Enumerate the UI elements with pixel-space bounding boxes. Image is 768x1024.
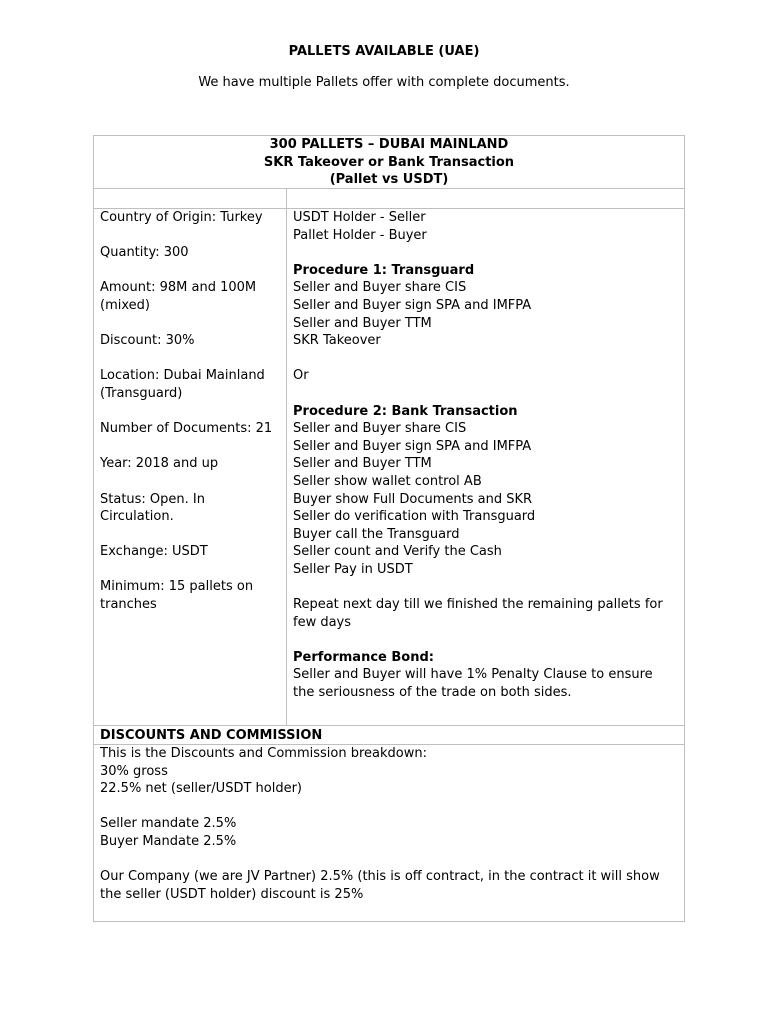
procedure-2-title: Procedure 2: Bank Transaction bbox=[293, 403, 518, 419]
detail-line: tranches bbox=[100, 597, 157, 613]
commission-line: Our Company (we are JV Partner) 2.5% (this is off contract, in the contract it will show bbox=[100, 869, 660, 885]
blank-line bbox=[293, 385, 678, 403]
performance-bond-text: the seriousness of the trade on both sides. bbox=[293, 685, 572, 701]
procedure-step: Seller and Buyer TTM bbox=[293, 456, 432, 472]
procedure-1-title: Procedure 1: Transguard bbox=[293, 262, 475, 278]
procedure-step: Buyer call the Transguard bbox=[293, 526, 460, 542]
blank-line bbox=[100, 798, 678, 816]
procedure-step: Seller and Buyer share CIS bbox=[293, 421, 467, 437]
blank-line bbox=[100, 526, 280, 544]
commission-line: the seller (USDT holder) discount is 25% bbox=[100, 886, 364, 902]
repeat-note: Repeat next day till we finished the remaining pallets for bbox=[293, 597, 663, 613]
commission-line: 30% gross bbox=[100, 763, 168, 779]
detail-line: Circulation. bbox=[100, 509, 174, 525]
repeat-note: few days bbox=[293, 614, 352, 630]
offer-table bbox=[93, 135, 685, 922]
blank-line bbox=[100, 473, 280, 491]
commission-line: Seller mandate 2.5% bbox=[100, 816, 237, 832]
detail-line: Location: Dubai Mainland bbox=[100, 368, 265, 384]
detail-line: Exchange: USDT bbox=[100, 544, 208, 560]
detail-line: Amount: 98M and 100M bbox=[100, 280, 257, 296]
detail-line: Quantity: 300 bbox=[100, 245, 189, 261]
blank-line bbox=[293, 578, 678, 596]
performance-bond-title: Performance Bond: bbox=[293, 649, 434, 665]
detail-line: Discount: 30% bbox=[100, 333, 195, 349]
empty-cell bbox=[287, 189, 684, 208]
table-header bbox=[94, 136, 684, 189]
page-subtitle: We have multiple Pallets offer with complete documents. bbox=[198, 75, 570, 90]
procedure-cell bbox=[287, 209, 684, 725]
procedure-step: Seller count and Verify the Cash bbox=[293, 544, 502, 560]
performance-bond-text: Seller and Buyer will have 1% Penalty Clause to ensure bbox=[293, 667, 653, 683]
procedure-step: Buyer show Full Documents and SKR bbox=[293, 491, 533, 507]
blank-line bbox=[100, 350, 280, 368]
header-line: SKR Takeover or Bank Transaction bbox=[263, 154, 515, 170]
procedure-step: Seller and Buyer TTM bbox=[293, 315, 432, 331]
commission-line: Buyer Mandate 2.5% bbox=[100, 833, 237, 849]
offer-details-cell bbox=[94, 209, 287, 725]
empty-cell bbox=[94, 189, 287, 208]
procedure-step: Seller show wallet control AB bbox=[293, 473, 482, 489]
procedure-step: Seller Pay in USDT bbox=[293, 561, 413, 577]
detail-line: Minimum: 15 pallets on bbox=[100, 579, 254, 595]
or-separator: Or bbox=[293, 368, 309, 384]
commission-line: This is the Discounts and Commission breakdown: bbox=[100, 746, 427, 761]
blank-line bbox=[100, 227, 280, 245]
commission-line: 22.5% net (seller/USDT holder) bbox=[100, 781, 303, 797]
procedure-step: Seller do verification with Transguard bbox=[293, 509, 536, 525]
role-line: USDT Holder - Seller bbox=[293, 210, 426, 225]
role-line: Pallet Holder - Buyer bbox=[293, 227, 427, 243]
details-row bbox=[94, 209, 684, 726]
procedure-step: Seller and Buyer sign SPA and IMFPA bbox=[293, 438, 532, 454]
header-line: (Pallet vs USDT) bbox=[329, 172, 449, 188]
blank-line bbox=[293, 631, 678, 649]
blank-line bbox=[100, 851, 678, 869]
procedure-step: Seller and Buyer sign SPA and IMFPA bbox=[293, 297, 532, 313]
page-title: PALLETS AVAILABLE (UAE) bbox=[288, 44, 480, 59]
detail-line: Number of Documents: 21 bbox=[100, 421, 273, 437]
detail-line: (Transguard) bbox=[100, 385, 183, 401]
detail-line: Country of Origin: Turkey bbox=[100, 210, 263, 225]
blank-line bbox=[100, 561, 280, 579]
blank-line bbox=[293, 350, 678, 368]
blank-line bbox=[100, 438, 280, 456]
blank-line bbox=[293, 244, 678, 262]
empty-row bbox=[94, 189, 684, 209]
blank-line bbox=[100, 403, 280, 421]
procedure-step: Seller and Buyer share CIS bbox=[293, 280, 467, 296]
detail-line: Year: 2018 and up bbox=[100, 456, 219, 472]
header-line: 300 PALLETS – DUBAI MAINLAND bbox=[269, 137, 509, 152]
commission-heading: DISCOUNTS AND COMMISSION bbox=[94, 726, 684, 745]
commission-body bbox=[94, 745, 684, 921]
detail-line: Status: Open. In bbox=[100, 491, 205, 507]
blank-line bbox=[100, 315, 280, 333]
detail-line: (mixed) bbox=[100, 297, 150, 313]
blank-line bbox=[100, 262, 280, 280]
procedure-step: SKR Takeover bbox=[293, 333, 381, 349]
